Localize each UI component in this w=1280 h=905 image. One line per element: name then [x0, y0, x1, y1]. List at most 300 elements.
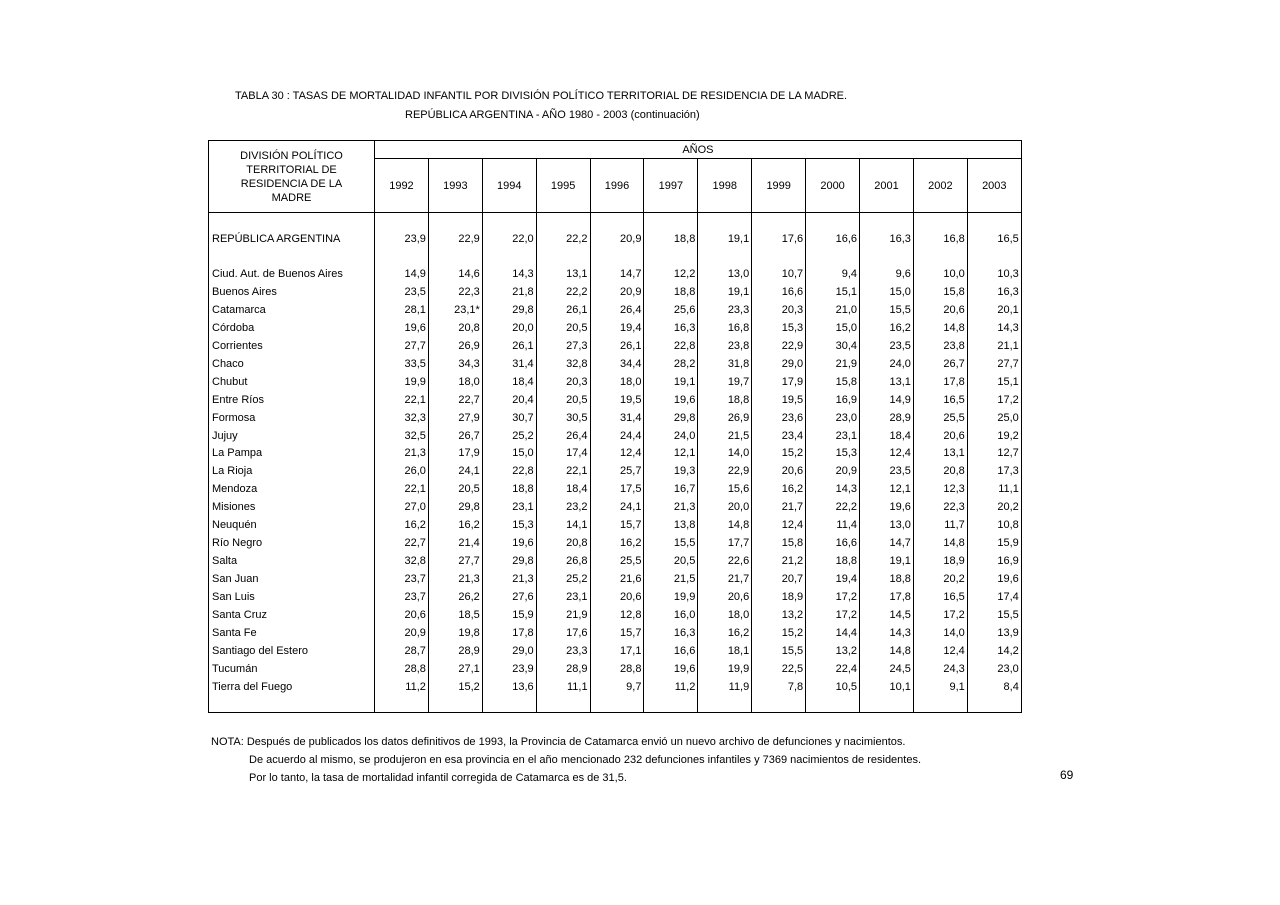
rate-cell: 20,8 [913, 462, 967, 480]
rate-cell: 17,8 [860, 588, 914, 606]
rate-cell: 17,9 [752, 373, 806, 391]
rate-cell: 23,5 [375, 283, 429, 301]
national-total-row [209, 230, 1022, 248]
rate-cell: 22,7 [375, 534, 429, 552]
rate-cell: 16,6 [644, 642, 698, 660]
rate-cell: 14,3 [860, 624, 914, 642]
rate-cell: 15,1 [806, 283, 860, 301]
rate-cell: 23,4 [752, 427, 806, 445]
rate-cell: 11,1 [967, 480, 1021, 498]
rate-cell: 10,7 [752, 265, 806, 283]
rate-cell: 15,3 [752, 319, 806, 337]
year-header-2001: 2001 [860, 159, 914, 213]
province-name: Salta [209, 552, 375, 570]
rate-cell: 21,0 [806, 301, 860, 319]
year-header-2002: 2002 [913, 159, 967, 213]
rate-cell: 8,4 [967, 678, 1021, 696]
rate-cell: 15,9 [482, 606, 536, 624]
table-row [209, 534, 1022, 552]
rate-cell: 24,1 [590, 498, 644, 516]
province-name: Ciud. Aut. de Buenos Aires [209, 265, 375, 283]
rate-cell: 29,8 [482, 301, 536, 319]
rate-cell: 15,2 [428, 678, 482, 696]
table-row [209, 391, 1022, 409]
rate-cell: 27,0 [375, 498, 429, 516]
rate-cell: 21,9 [536, 606, 590, 624]
rate-cell: 21,3 [428, 570, 482, 588]
year-header-1995: 1995 [536, 159, 590, 213]
rate-cell: 17,1 [590, 642, 644, 660]
rate-cell: 25,2 [536, 570, 590, 588]
rate-cell: 19,6 [967, 570, 1021, 588]
rate-cell: 20,0 [698, 498, 752, 516]
rate-cell: 23,0 [967, 660, 1021, 678]
rate-cell: 18,9 [913, 552, 967, 570]
rate-cell: 19,6 [644, 391, 698, 409]
rate-cell: 7,8 [752, 678, 806, 696]
rate-cell: 14,3 [967, 319, 1021, 337]
rate-cell: 14,0 [913, 624, 967, 642]
table-row [209, 678, 1022, 696]
rate-cell: 25,6 [644, 301, 698, 319]
national-name: REPÚBLICA ARGENTINA [209, 230, 375, 248]
table-row [209, 319, 1022, 337]
table-row [209, 588, 1022, 606]
page-number: 69 [1060, 768, 1074, 782]
rate-cell: 20,1 [967, 301, 1021, 319]
rate-cell: 12,3 [913, 480, 967, 498]
rate-cell: 26,7 [428, 427, 482, 445]
rate-cell: 13,9 [967, 624, 1021, 642]
rate-cell: 16,2 [698, 624, 752, 642]
rate-cell: 26,4 [536, 427, 590, 445]
rate-cell: 34,4 [590, 355, 644, 373]
rate-cell: 17,9 [428, 445, 482, 463]
rate-cell: 12,1 [860, 480, 914, 498]
rate-cell: 21,9 [806, 355, 860, 373]
rate-cell: 13,2 [806, 642, 860, 660]
region-column-header: DIVISIÓN POLÍTICO TERRITORIAL DE RESIDENCIA DE LA MADRE [209, 141, 375, 213]
rate-cell: 14,8 [913, 534, 967, 552]
rate-cell: 22,7 [428, 391, 482, 409]
rate-cell: 14,9 [375, 265, 429, 283]
rate-cell: 23,0 [806, 409, 860, 427]
table-row [209, 409, 1022, 427]
province-name: La Pampa [209, 445, 375, 463]
rate-cell: 14,6 [428, 265, 482, 283]
national-value: 22,2 [536, 230, 590, 248]
rate-cell: 26,2 [428, 588, 482, 606]
rate-cell: 20,6 [913, 427, 967, 445]
rate-cell: 18,9 [752, 588, 806, 606]
year-header-1994: 1994 [482, 159, 536, 213]
table-row [209, 445, 1022, 463]
rate-cell: 28,9 [428, 642, 482, 660]
rate-cell: 12,7 [967, 445, 1021, 463]
rate-cell: 15,0 [860, 283, 914, 301]
rate-cell: 28,9 [860, 409, 914, 427]
rate-cell: 10,1 [860, 678, 914, 696]
year-header-1999: 1999 [752, 159, 806, 213]
rate-cell: 19,6 [644, 660, 698, 678]
rate-cell: 18,8 [482, 480, 536, 498]
rate-cell: 15,5 [967, 606, 1021, 624]
rate-cell: 15,3 [482, 516, 536, 534]
rate-cell: 20,6 [752, 462, 806, 480]
footnote-line-2: De acuerdo al mismo, se produjeron en esa provincia en el año mencionado 232 defunciones infantiles y 7369 nacimientos de residentes. [249, 754, 922, 766]
national-value: 20,9 [590, 230, 644, 248]
rate-cell: 34,3 [428, 355, 482, 373]
rate-cell: 26,1 [590, 337, 644, 355]
rate-cell: 17,8 [482, 624, 536, 642]
province-name: Entre Ríos [209, 391, 375, 409]
rate-cell: 18,8 [644, 283, 698, 301]
national-value: 16,8 [913, 230, 967, 248]
province-name: San Juan [209, 570, 375, 588]
rate-cell: 14,8 [698, 516, 752, 534]
table-row [209, 660, 1022, 678]
years-group-header: AÑOS [375, 141, 1022, 159]
rate-cell: 15,8 [752, 534, 806, 552]
rate-cell: 22,9 [698, 462, 752, 480]
rate-cell: 32,5 [375, 427, 429, 445]
rate-cell: 22,1 [375, 480, 429, 498]
rate-cell: 19,5 [590, 391, 644, 409]
rate-cell: 19,5 [752, 391, 806, 409]
rate-cell: 20,2 [913, 570, 967, 588]
rate-cell: 28,7 [375, 642, 429, 660]
rate-cell: 17,2 [913, 606, 967, 624]
rate-cell: 21,5 [698, 427, 752, 445]
rate-cell: 32,8 [375, 552, 429, 570]
rate-cell: 17,2 [806, 588, 860, 606]
rate-cell: 20,9 [806, 462, 860, 480]
rate-cell: 28,9 [536, 660, 590, 678]
province-name: Tucumán [209, 660, 375, 678]
rate-cell: 20,6 [590, 588, 644, 606]
rate-cell: 15,5 [860, 301, 914, 319]
rate-cell: 31,8 [698, 355, 752, 373]
rate-cell: 21,3 [644, 498, 698, 516]
rate-cell: 16,9 [806, 391, 860, 409]
rate-cell: 11,9 [698, 678, 752, 696]
rate-cell: 23,1 [806, 427, 860, 445]
rate-cell: 10,5 [806, 678, 860, 696]
rate-cell: 32,3 [375, 409, 429, 427]
table-row [209, 606, 1022, 624]
rate-cell: 21,8 [482, 283, 536, 301]
province-name: Santa Fe [209, 624, 375, 642]
province-name: Chubut [209, 373, 375, 391]
rate-cell: 26,4 [590, 301, 644, 319]
rate-cell: 14,7 [860, 534, 914, 552]
rate-cell: 22,1 [536, 462, 590, 480]
rate-cell: 24,0 [860, 355, 914, 373]
rate-cell: 23,3 [536, 642, 590, 660]
rate-cell: 18,0 [698, 606, 752, 624]
rate-cell: 22,3 [428, 283, 482, 301]
rate-cell: 26,7 [913, 355, 967, 373]
rate-cell: 17,4 [967, 588, 1021, 606]
rate-cell: 21,7 [752, 498, 806, 516]
rate-cell: 19,6 [860, 498, 914, 516]
rate-cell: 24,0 [644, 427, 698, 445]
rate-cell: 20,5 [644, 552, 698, 570]
rate-cell: 22,8 [644, 337, 698, 355]
rate-cell: 28,2 [644, 355, 698, 373]
year-header-1997: 1997 [644, 159, 698, 213]
province-name: Santa Cruz [209, 606, 375, 624]
rate-cell: 17,6 [536, 624, 590, 642]
rate-cell: 18,1 [698, 642, 752, 660]
rate-cell: 20,5 [428, 480, 482, 498]
rate-cell: 15,0 [482, 445, 536, 463]
rate-cell: 18,4 [536, 480, 590, 498]
rate-cell: 19,9 [644, 588, 698, 606]
rate-cell: 28,8 [590, 660, 644, 678]
rate-cell: 17,3 [967, 462, 1021, 480]
rate-cell: 19,6 [482, 534, 536, 552]
rate-cell: 29,8 [482, 552, 536, 570]
province-name: Neuquén [209, 516, 375, 534]
rate-cell: 26,9 [428, 337, 482, 355]
rate-cell: 16,3 [644, 624, 698, 642]
rate-cell: 27,3 [536, 337, 590, 355]
rate-cell: 19,7 [698, 373, 752, 391]
rate-cell: 15,7 [590, 624, 644, 642]
rate-cell: 22,4 [806, 660, 860, 678]
rate-cell: 16,8 [698, 319, 752, 337]
rate-cell: 14,3 [482, 265, 536, 283]
rate-cell: 23,8 [698, 337, 752, 355]
rate-cell: 13,8 [644, 516, 698, 534]
province-name: Córdoba [209, 319, 375, 337]
rate-cell: 23,8 [913, 337, 967, 355]
rate-cell: 22,5 [752, 660, 806, 678]
rate-cell: 17,2 [806, 606, 860, 624]
table-row [209, 570, 1022, 588]
rate-cell: 23,7 [375, 570, 429, 588]
rate-cell: 22,1 [375, 391, 429, 409]
rate-cell: 22,2 [806, 498, 860, 516]
rate-cell: 14,9 [860, 391, 914, 409]
rate-cell: 25,2 [482, 427, 536, 445]
province-name: Corrientes [209, 337, 375, 355]
rate-cell: 11,2 [644, 678, 698, 696]
table-row [209, 498, 1022, 516]
rate-cell: 26,8 [536, 552, 590, 570]
year-header-1998: 1998 [698, 159, 752, 213]
table-row [209, 355, 1022, 373]
rate-cell: 20,5 [536, 319, 590, 337]
rate-cell: 28,8 [375, 660, 429, 678]
rate-cell: 20,6 [913, 301, 967, 319]
rate-cell: 10,0 [913, 265, 967, 283]
rate-cell: 9,7 [590, 678, 644, 696]
province-name: Chaco [209, 355, 375, 373]
rate-cell: 19,9 [698, 660, 752, 678]
national-value: 16,3 [860, 230, 914, 248]
national-value: 16,5 [967, 230, 1021, 248]
rate-cell: 16,6 [806, 534, 860, 552]
province-name: Catamarca [209, 301, 375, 319]
rate-cell: 15,2 [752, 624, 806, 642]
rate-cell: 16,7 [644, 480, 698, 498]
rate-cell: 29,0 [482, 642, 536, 660]
rate-cell: 19,4 [806, 570, 860, 588]
rate-cell: 26,0 [375, 462, 429, 480]
rate-cell: 20,6 [698, 588, 752, 606]
rate-cell: 29,0 [752, 355, 806, 373]
rate-cell: 14,5 [860, 606, 914, 624]
mortality-table [208, 140, 1022, 713]
rate-cell: 20,5 [536, 391, 590, 409]
rate-cell: 23,3 [698, 301, 752, 319]
rate-cell: 18,4 [860, 427, 914, 445]
rate-cell: 14,2 [967, 642, 1021, 660]
rate-cell: 25,5 [590, 552, 644, 570]
rate-cell: 30,5 [536, 409, 590, 427]
rate-cell: 23,2 [536, 498, 590, 516]
rate-cell: 9,1 [913, 678, 967, 696]
rate-cell: 22,2 [536, 283, 590, 301]
rate-cell: 19,8 [428, 624, 482, 642]
rate-cell: 16,2 [428, 516, 482, 534]
national-value: 16,6 [806, 230, 860, 248]
national-value: 23,9 [375, 230, 429, 248]
province-name: La Rioja [209, 462, 375, 480]
rate-cell: 14,7 [590, 265, 644, 283]
rate-cell: 24,4 [590, 427, 644, 445]
rate-cell: 27,9 [428, 409, 482, 427]
national-value: 19,1 [698, 230, 752, 248]
rate-cell: 15,0 [806, 319, 860, 337]
rate-cell: 11,2 [375, 678, 429, 696]
rate-cell: 25,7 [590, 462, 644, 480]
rate-cell: 13,0 [698, 265, 752, 283]
rate-cell: 32,8 [536, 355, 590, 373]
rate-cell: 20,9 [375, 624, 429, 642]
rate-cell: 30,4 [806, 337, 860, 355]
table-row [209, 462, 1022, 480]
rate-cell: 19,6 [375, 319, 429, 337]
rate-cell: 25,0 [967, 409, 1021, 427]
table-row [209, 337, 1022, 355]
rate-cell: 15,5 [752, 642, 806, 660]
rate-cell: 19,1 [644, 373, 698, 391]
rate-cell: 14,3 [806, 480, 860, 498]
rate-cell: 20,6 [375, 606, 429, 624]
rate-cell: 16,9 [967, 552, 1021, 570]
rate-cell: 15,7 [590, 516, 644, 534]
rate-cell: 12,2 [644, 265, 698, 283]
rate-cell: 31,4 [590, 409, 644, 427]
rate-cell: 14,8 [913, 319, 967, 337]
rate-cell: 18,8 [698, 391, 752, 409]
rate-cell: 18,8 [860, 570, 914, 588]
footnote [211, 733, 921, 787]
province-name: Río Negro [209, 534, 375, 552]
rate-cell: 20,8 [536, 534, 590, 552]
rate-cell: 14,8 [860, 642, 914, 660]
rate-cell: 13,6 [482, 678, 536, 696]
national-value: 22,9 [428, 230, 482, 248]
rate-cell: 17,7 [698, 534, 752, 552]
rate-cell: 10,3 [967, 265, 1021, 283]
province-name: San Luis [209, 588, 375, 606]
rate-cell: 14,4 [806, 624, 860, 642]
rate-cell: 20,3 [752, 301, 806, 319]
rate-cell: 25,5 [913, 409, 967, 427]
rate-cell: 21,1 [967, 337, 1021, 355]
rate-cell: 23,1 [536, 588, 590, 606]
rate-cell: 16,2 [375, 516, 429, 534]
rate-cell: 21,5 [644, 570, 698, 588]
rate-cell: 20,3 [536, 373, 590, 391]
rate-cell: 9,4 [806, 265, 860, 283]
rate-cell: 13,1 [913, 445, 967, 463]
rate-cell: 23,1* [428, 301, 482, 319]
rate-cell: 18,5 [428, 606, 482, 624]
rate-cell: 22,3 [913, 498, 967, 516]
national-value: 22,0 [482, 230, 536, 248]
rate-cell: 23,5 [860, 337, 914, 355]
rate-cell: 13,0 [860, 516, 914, 534]
rate-cell: 19,4 [590, 319, 644, 337]
rate-cell: 27,7 [375, 337, 429, 355]
rate-cell: 11,7 [913, 516, 967, 534]
rate-cell: 17,8 [913, 373, 967, 391]
rate-cell: 23,6 [752, 409, 806, 427]
year-header-1993: 1993 [428, 159, 482, 213]
rate-cell: 22,9 [752, 337, 806, 355]
rate-cell: 22,6 [698, 552, 752, 570]
rate-cell: 11,1 [536, 678, 590, 696]
rate-cell: 27,7 [428, 552, 482, 570]
table-row [209, 301, 1022, 319]
rate-cell: 18,0 [590, 373, 644, 391]
province-name: Buenos Aires [209, 283, 375, 301]
year-header-1992: 1992 [375, 159, 429, 213]
rate-cell: 26,1 [536, 301, 590, 319]
rate-cell: 27,6 [482, 588, 536, 606]
rate-cell: 16,0 [644, 606, 698, 624]
footnote-line-3: Por lo tanto, la tasa de mortalidad infantil corregida de Catamarca es de 31,5. [249, 772, 627, 784]
province-name: Formosa [209, 409, 375, 427]
rate-cell: 31,4 [482, 355, 536, 373]
rate-cell: 17,4 [536, 445, 590, 463]
rate-cell: 17,2 [967, 391, 1021, 409]
rate-cell: 15,9 [967, 534, 1021, 552]
province-name: Tierra del Fuego [209, 678, 375, 696]
rate-cell: 18,4 [482, 373, 536, 391]
rate-cell: 20,8 [428, 319, 482, 337]
rate-cell: 13,1 [860, 373, 914, 391]
rate-cell: 12,4 [752, 516, 806, 534]
rate-cell: 17,5 [590, 480, 644, 498]
rate-cell: 21,2 [752, 552, 806, 570]
rate-cell: 16,5 [913, 588, 967, 606]
rate-cell: 19,2 [967, 427, 1021, 445]
table-row [209, 373, 1022, 391]
rate-cell: 23,9 [482, 660, 536, 678]
rate-cell: 18,8 [806, 552, 860, 570]
rate-cell: 16,5 [913, 391, 967, 409]
rate-cell: 28,1 [375, 301, 429, 319]
rate-cell: 15,8 [806, 373, 860, 391]
rate-cell: 19,1 [698, 283, 752, 301]
table-row [209, 516, 1022, 534]
